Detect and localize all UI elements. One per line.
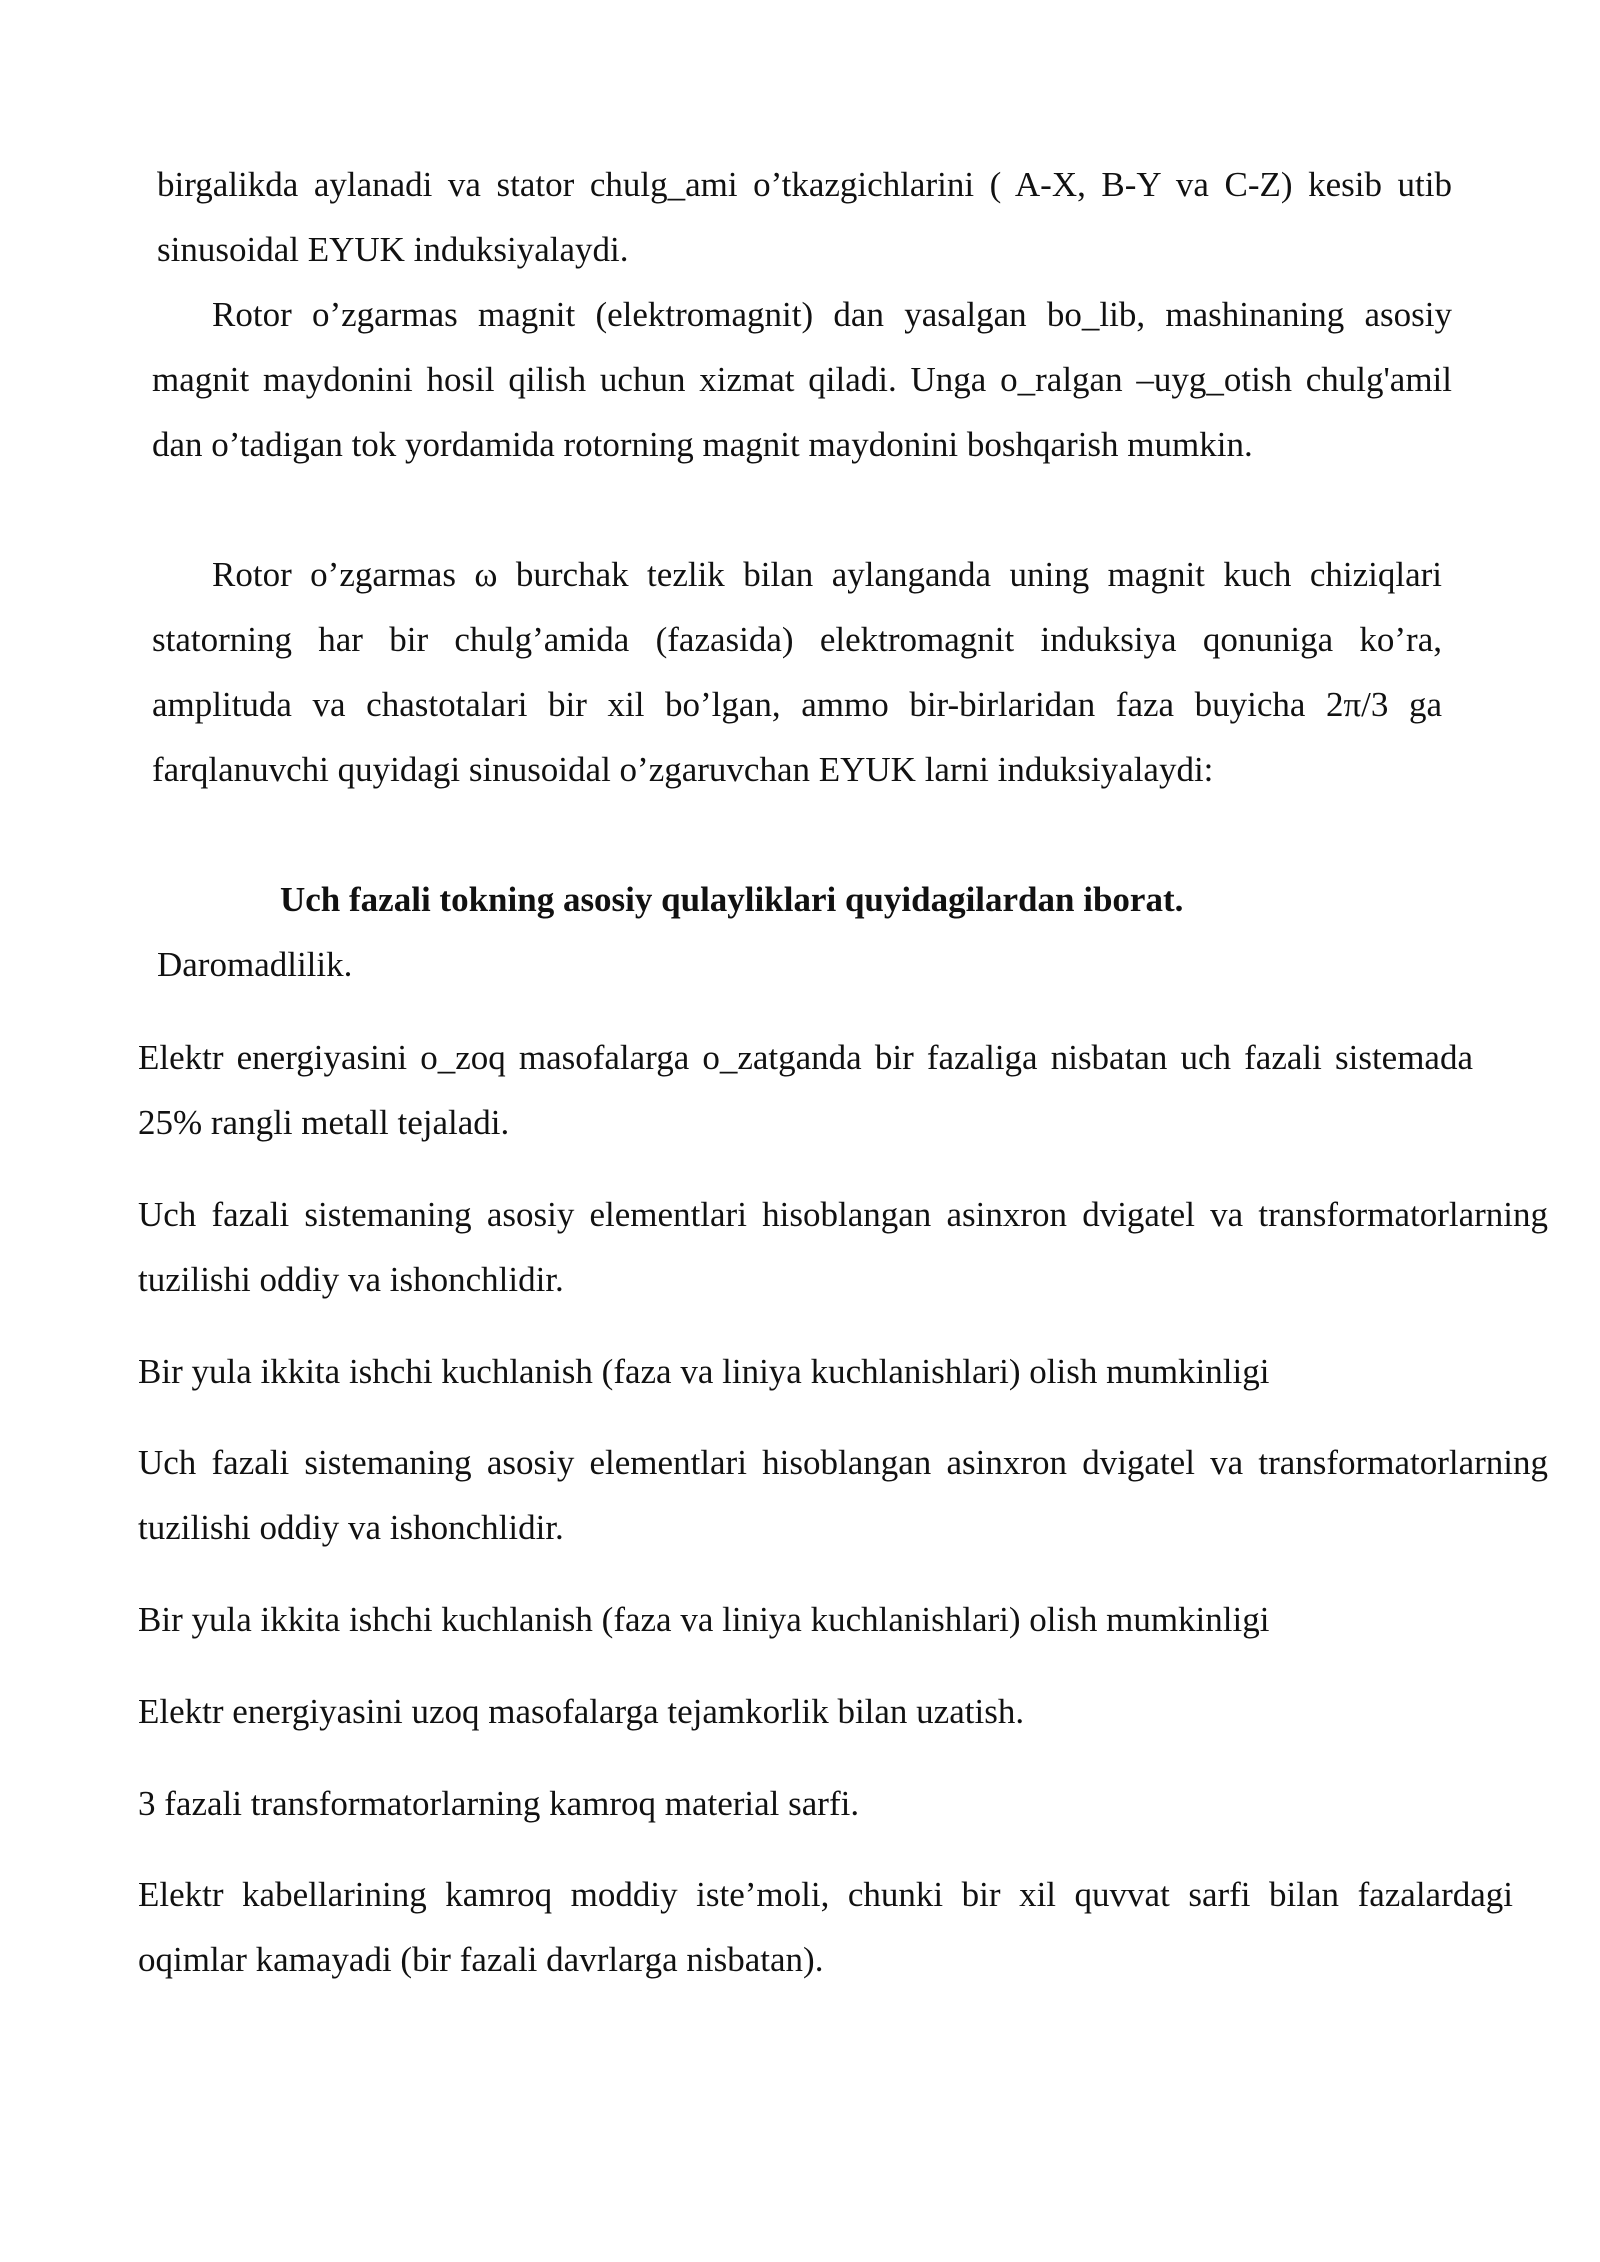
paragraph-rotor-magnet: Rotor o’zgarmas magnit (elektromagnit) dan yasalgan bo_lib, mashinaning asosiy magnit maydonini hosil qilish uchun xizmat qiladi. Unga o_ralgan –uyg_otish chulg'amil dan o’tadigan tok yordamida rotorning magnit maydonini boshqarish mumkin. — [152, 295, 1452, 464]
list-item: Elektr energiyasini o_zoq masofalarga o_zatganda bir fazaliga nisbatan uch fazali sistemada 25% rangli metall tejaladi. — [138, 1038, 1473, 1142]
list-item: Uch fazali sistemaning asosiy elementlari hisoblangan asinxron dvigatel va transformatorlarning tuzilishi oddiy va ishonchlidir. — [138, 1443, 1548, 1547]
list-item: Uch fazali sistemaning asosiy elementlari hisoblangan asinxron dvigatel va transformatorlarning tuzilishi oddiy va ishonchlidir. — [138, 1195, 1548, 1299]
list-item: Elektr energiyasini uzoq masofalarga tejamkorlik bilan uzatish. — [138, 1692, 1025, 1731]
list-item: Bir yula ikkita ishchi kuchlanish (faza va liniya kuchlanishlari) olish mumkinligi — [138, 1352, 1270, 1391]
paragraph-rotor-rotation: Rotor o’zgarmas ω burchak tezlik bilan aylanganda uning magnit kuch chiziqlari statorning har bir chulg’amida (fazasida) elektromagnit induksiya qonuniga ko’ra, amplituda va chastotalari bir xil bo’lgan, ammo bir-birlaridan faza buyicha 2π/3 ga farqlanuvchi quyidagi sinusoidal o’zgaruvchan EYUK larni induksiyalaydi: — [152, 555, 1442, 789]
subheading-daromadlilik: Daromadlilik. — [157, 945, 353, 984]
list-item: Bir yula ikkita ishchi kuchlanish (faza va liniya kuchlanishlari) olish mumkinligi — [138, 1600, 1270, 1639]
paragraph-stator-emf: birgalikda aylanadi va stator chulg_ami o’tkazgichlarini ( A-X, B-Y va C-Z) kesib utib sinusoidal EYUK induksiyalaydi. — [157, 165, 1452, 269]
list-item: 3 fazali transformatorlarning kamroq material sarfi. — [138, 1784, 860, 1823]
list-item: Elektr kabellarining kamroq moddiy iste’moli, chunki bir xil quvvat sarfi bilan fazalardagi oqimlar kamayadi (bir fazali davrlarga nisbatan). — [138, 1875, 1513, 1979]
section-heading: Uch fazali tokning asosiy qulayliklari quyidagilardan iborat. — [280, 880, 1184, 919]
